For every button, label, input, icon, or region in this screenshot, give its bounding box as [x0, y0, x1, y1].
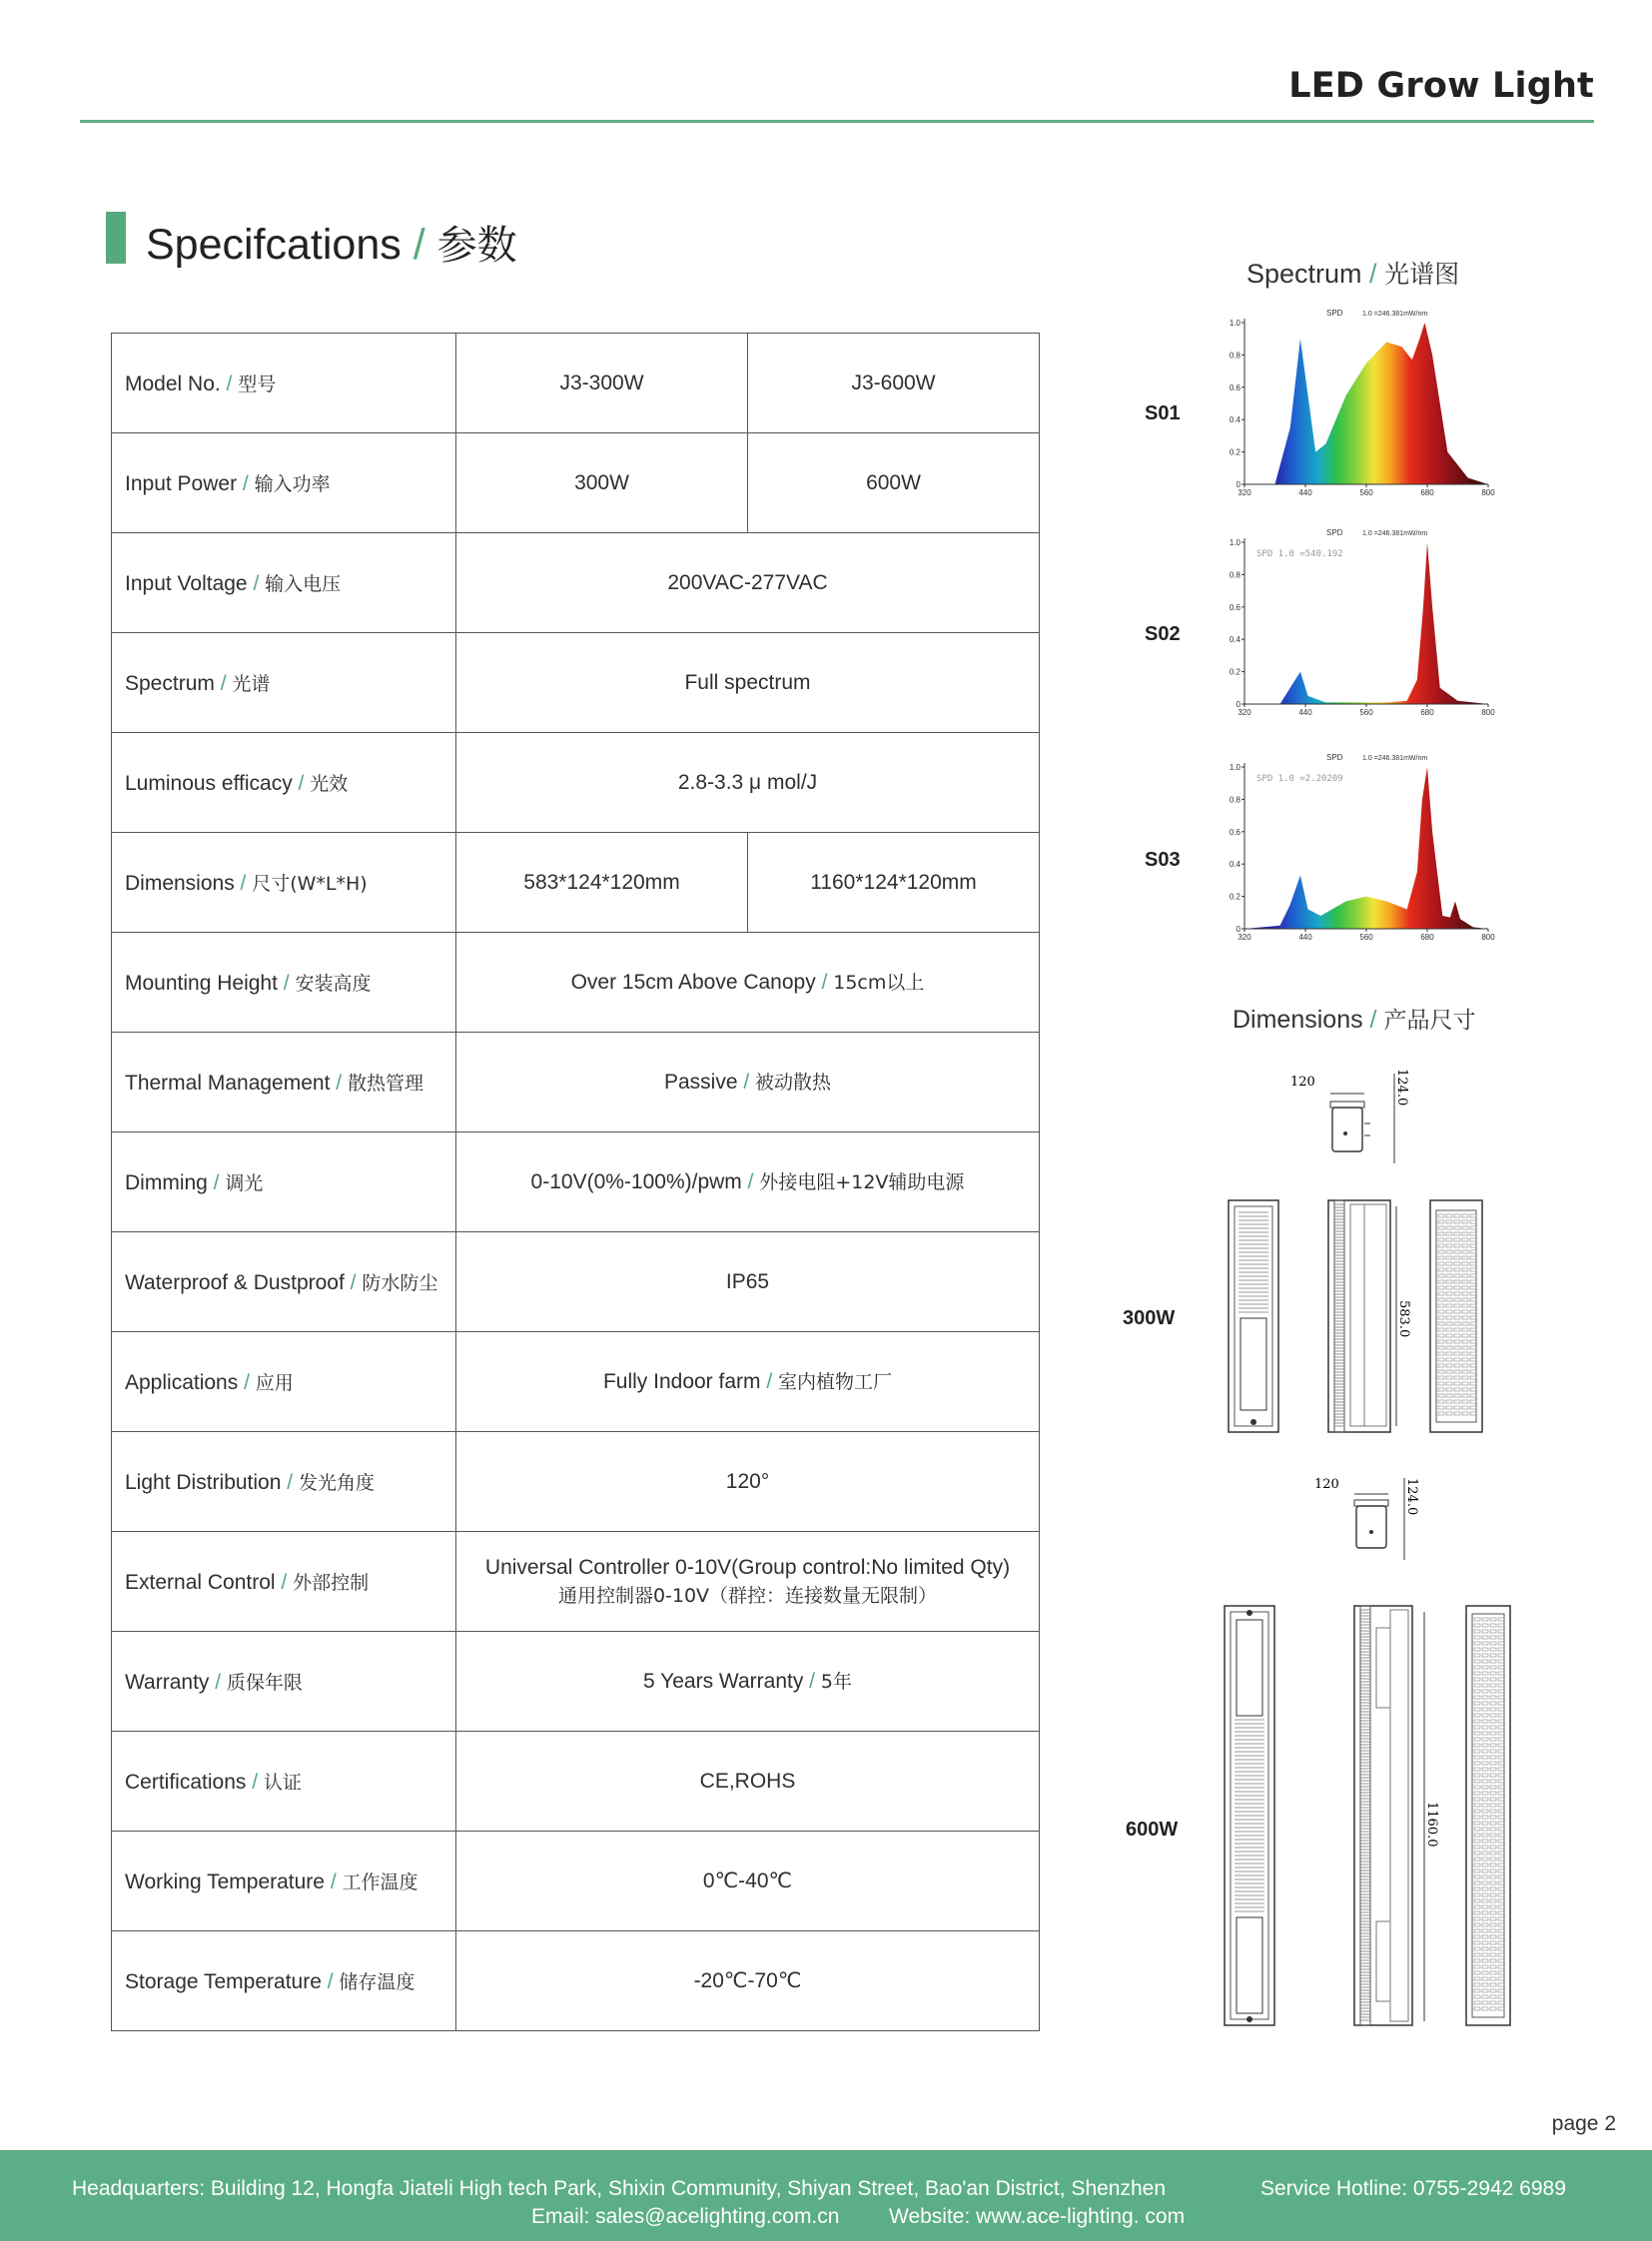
- spec-label: Input Voltage / 输入电压: [112, 533, 456, 633]
- footer-email[interactable]: Email: sales@acelighting.com.cn: [531, 2205, 840, 2228]
- chart-header: SPD: [1326, 753, 1343, 762]
- spec-value: 0℃-40℃: [456, 1832, 1040, 1931]
- length-dimension: 1160.0: [1424, 1802, 1439, 1848]
- spec-label: Thermal Management / 散热管理: [112, 1033, 456, 1132]
- spec-label: Dimensions / 尺寸(W*L*H): [112, 833, 456, 933]
- spec-row: [112, 1132, 1040, 1232]
- spec-table: [111, 333, 1040, 2031]
- spec-row: [112, 1632, 1040, 1732]
- spec-label: Waterproof & Dustproof / 防水防尘: [112, 1232, 456, 1332]
- height-dimension: 124.0: [1404, 1478, 1419, 1516]
- dimension-label-300w: 300W: [1123, 1307, 1176, 1329]
- y-tick-label: 0.6: [1229, 827, 1240, 837]
- spec-label: Luminous efficacy / 光效: [112, 733, 456, 833]
- spec-value: -20℃-70℃: [456, 1931, 1040, 2031]
- spec-label: Storage Temperature / 储存温度: [112, 1931, 456, 2031]
- spec-row: [112, 334, 1040, 433]
- spec-value: 120°: [456, 1432, 1040, 1532]
- end-view-drawing-300w: [1284, 1064, 1409, 1178]
- spec-row: [112, 1931, 1040, 2031]
- spec-row: [112, 1332, 1040, 1432]
- y-tick-label: 0.2: [1229, 892, 1240, 902]
- spectrum-chart-s01: [1227, 305, 1508, 504]
- spec-value: 583*124*120mm: [456, 833, 748, 933]
- spec-label: Mounting Height / 安装高度: [112, 933, 456, 1033]
- y-tick-label: 1.0: [1229, 319, 1240, 328]
- x-tick-label: 560: [1359, 488, 1373, 497]
- spectrum-chart-s02: [1227, 524, 1508, 724]
- y-tick-label: 0.8: [1229, 351, 1240, 361]
- spec-row: [112, 933, 1040, 1033]
- end-view-drawing-600w: [1308, 1470, 1428, 1570]
- chart-header: SPD: [1326, 528, 1343, 537]
- height-dimension: 124.0: [1394, 1069, 1409, 1107]
- spec-row: [112, 733, 1040, 833]
- x-tick-label: 440: [1298, 488, 1312, 497]
- spec-label: Dimming / 调光: [112, 1132, 456, 1232]
- footer-hotline: Service Hotline: 0755-2942 6989: [1260, 2177, 1566, 2200]
- y-tick-label: 0.8: [1229, 795, 1240, 805]
- y-tick-label: 0: [1236, 925, 1240, 934]
- x-tick-label: 440: [1298, 708, 1312, 717]
- spectrum-area: [1244, 542, 1488, 704]
- spec-row: [112, 1033, 1040, 1132]
- spectrum-area: [1244, 323, 1488, 484]
- spec-value: 2.8-3.3 μ mol/J: [456, 733, 1040, 833]
- chart-note: 1.0 =246.381mW/nm: [1362, 311, 1428, 318]
- spec-value: CE,ROHS: [456, 1732, 1040, 1832]
- width-dimension: 120: [1314, 1477, 1339, 1492]
- spec-value: J3-300W: [456, 334, 748, 433]
- spectrum-label-s01: S01: [1145, 402, 1181, 424]
- spec-value: 1160*124*120mm: [748, 833, 1040, 933]
- spec-value: Passive / 被动散热: [456, 1033, 1040, 1132]
- page-number: page 2: [1551, 2112, 1616, 2135]
- front-view: [1225, 1606, 1274, 2025]
- spec-row: [112, 1732, 1040, 1832]
- spec-row: [112, 1532, 1040, 1632]
- spectrum-title: Spectrum / 光谱图: [1246, 259, 1460, 289]
- y-tick-label: 0.2: [1229, 447, 1240, 457]
- spec-row: [112, 1432, 1040, 1532]
- footer-address: Headquarters: Building 12, Hongfa Jiateli High tech Park, Shixin Community, Shiyan Street, Bao'an District, Shenzhen: [72, 2177, 1167, 2200]
- y-tick-label: 0.2: [1229, 667, 1240, 677]
- spec-row: [112, 1832, 1040, 1931]
- y-tick-label: 0.6: [1229, 382, 1240, 392]
- spectrum-label-s02: S02: [1145, 623, 1181, 645]
- x-tick-label: 320: [1238, 933, 1251, 942]
- side-views-drawing-600w: [1221, 1602, 1520, 2029]
- side-view: [1328, 1200, 1411, 1432]
- x-tick-label: 320: [1238, 488, 1251, 497]
- spec-value: Fully Indoor farm / 室内植物工厂: [456, 1332, 1040, 1432]
- spec-label: External Control / 外部控制: [112, 1532, 456, 1632]
- spec-row: [112, 433, 1040, 533]
- section-title: Specifcations / 参数: [146, 221, 517, 269]
- spec-value: Universal Controller 0-10V(Group control:No limited Qty) 通用控制器0-10V（群控：连接数量无限制）: [456, 1532, 1040, 1632]
- spec-label: Certifications / 认证: [112, 1732, 456, 1832]
- y-tick-label: 0.4: [1229, 860, 1240, 870]
- footer-website[interactable]: Website: www.ace-lighting. com: [889, 2205, 1186, 2228]
- y-tick-label: 0.6: [1229, 602, 1240, 612]
- x-tick-label: 680: [1420, 933, 1434, 942]
- x-tick-label: 800: [1481, 933, 1495, 942]
- x-tick-label: 320: [1238, 708, 1251, 717]
- spec-row: [112, 633, 1040, 733]
- spectrum-chart-s03: [1227, 749, 1508, 949]
- spec-label: Applications / 应用: [112, 1332, 456, 1432]
- x-tick-label: 680: [1420, 488, 1434, 497]
- chart-note: 1.0 =246.381mW/nm: [1362, 530, 1428, 537]
- bottom-view: [1466, 1606, 1510, 2025]
- y-tick-label: 0.4: [1229, 415, 1240, 425]
- document-title: LED Grow Light: [1288, 66, 1594, 106]
- x-tick-label: 440: [1298, 933, 1312, 942]
- spec-value: Full spectrum: [456, 633, 1040, 733]
- y-tick-label: 1.0: [1229, 763, 1240, 772]
- front-view: [1229, 1200, 1278, 1432]
- side-view: [1354, 1606, 1439, 2025]
- y-tick-label: 0: [1236, 700, 1240, 709]
- spec-label: Input Power / 输入功率: [112, 433, 456, 533]
- x-tick-label: 560: [1359, 933, 1373, 942]
- x-tick-label: 800: [1481, 708, 1495, 717]
- spec-value: 5 Years Warranty / 5年: [456, 1632, 1040, 1732]
- width-dimension: 120: [1290, 1075, 1315, 1090]
- header-divider: [80, 120, 1594, 123]
- chart-inset: SPD 1.0 =2.20209: [1256, 774, 1343, 784]
- dimensions-title: Dimensions / 产品尺寸: [1233, 1006, 1476, 1034]
- x-tick-label: 680: [1420, 708, 1434, 717]
- spec-label: Light Distribution / 发光角度: [112, 1432, 456, 1532]
- spec-label: Model No. / 型号: [112, 334, 456, 433]
- spec-row: [112, 833, 1040, 933]
- spec-label: Warranty / 质保年限: [112, 1632, 456, 1732]
- spectrum-area: [1244, 767, 1488, 929]
- spec-value: 600W: [748, 433, 1040, 533]
- bottom-view: [1430, 1200, 1482, 1432]
- x-tick-label: 560: [1359, 708, 1373, 717]
- x-tick-label: 800: [1481, 488, 1495, 497]
- spec-value: 0-10V(0%-100%)/pwm / 外接电阻+12V辅助电源: [456, 1132, 1040, 1232]
- spec-row: [112, 533, 1040, 633]
- chart-note: 1.0 =246.381mW/nm: [1362, 755, 1428, 762]
- chart-header: SPD: [1326, 309, 1343, 318]
- y-tick-label: 0.8: [1229, 570, 1240, 580]
- spectrum-label-s03: S03: [1145, 849, 1181, 871]
- spec-value: Over 15cm Above Canopy / 15cm以上: [456, 933, 1040, 1033]
- spec-value: IP65: [456, 1232, 1040, 1332]
- spec-label: Spectrum / 光谱: [112, 633, 456, 733]
- spec-value: J3-600W: [748, 334, 1040, 433]
- dimension-label-600w: 600W: [1126, 1819, 1179, 1841]
- spec-value: 300W: [456, 433, 748, 533]
- spec-value: 200VAC-277VAC: [456, 533, 1040, 633]
- y-tick-label: 0.4: [1229, 635, 1240, 645]
- spec-row: [112, 1232, 1040, 1332]
- footer: [0, 2150, 1652, 2241]
- spec-label: Working Temperature / 工作温度: [112, 1832, 456, 1931]
- chart-inset: SPD 1.0 =540.192: [1256, 549, 1343, 559]
- section-marker: [106, 212, 126, 264]
- length-dimension: 583.0: [1396, 1300, 1411, 1338]
- y-tick-label: 1.0: [1229, 538, 1240, 547]
- side-views-drawing-300w: [1225, 1196, 1524, 1436]
- y-tick-label: 0: [1236, 480, 1240, 489]
